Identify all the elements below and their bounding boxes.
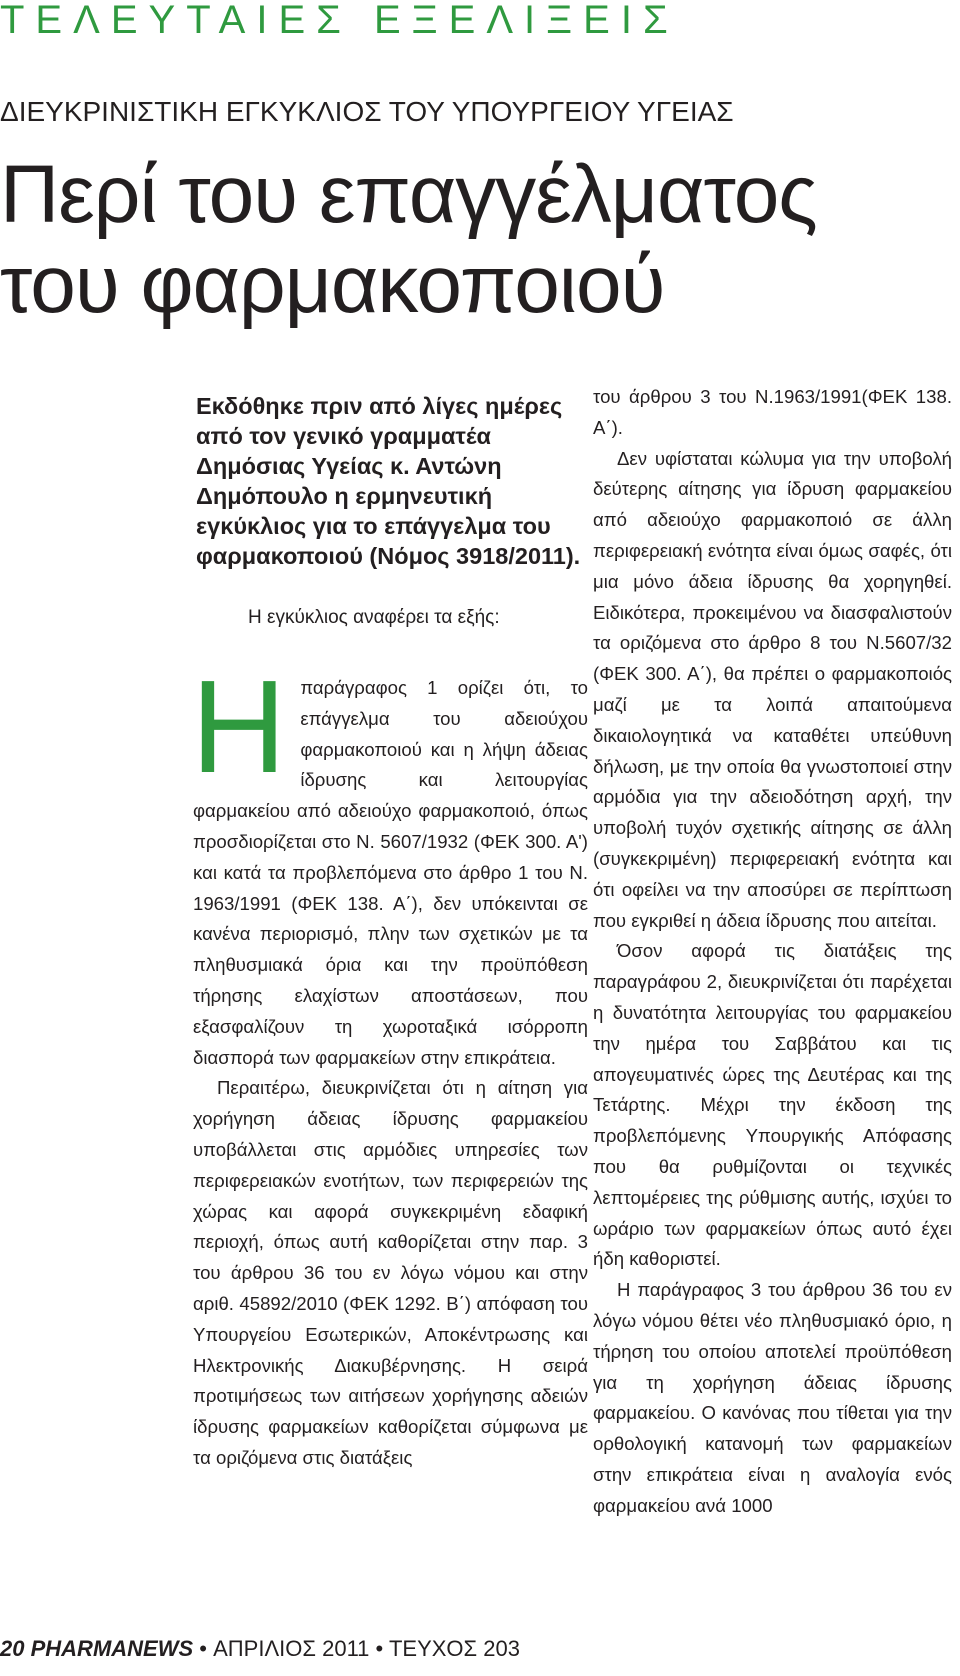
issue-number: ΤΕΥΧΟΣ 203 <box>388 1636 520 1661</box>
headline-line-1: Περί του επαγγέλματος <box>0 149 817 240</box>
body-column-right <box>593 382 952 1521</box>
headline-line-2: του φαρμακοποιού <box>0 239 665 330</box>
article-lead: Εκδόθηκε πριν από λίγες ημέρες από τον γενικό γραμματέα Δημόσιας Υγείας κ. Αντώνη Δημόπουλο η ερμηνευτική εγκύκλιος για το επάγγελμα του φαρμακοποιού (Νόμος 3918/2011). <box>196 393 581 569</box>
footer-separator: • <box>199 1636 207 1661</box>
body-paragraph: Περαιτέρω, διευκρινίζεται ότι η αίτηση για χορήγηση άδειας ίδρυσης φαρμακείου υποβάλλεται στις αρμόδιες υπηρεσίες των περιφερειακών ενοτήτων, των περιφερειών της χώρας και αφορά συγκεκριμένη εδαφική περιοχή, όπως αυτή καθορίζεται στην παρ. 3 του άρθρου 36 του εν λόγω νόμου και στην αριθ. 45892/2010 (ΦΕΚ 1292. Β΄) απόφαση του Υπουργείου Εσωτερικών, Αποκέντρωσης και Ηλεκτρονικής Διακυβέρνησης. Η σειρά προτιμήσεως των αιτήσεων χορήγησης αδειών ίδρυσης φαρμακείων καθορίζεται σύμφωνα με τα οριζόμενα στις διατάξεις <box>193 1077 588 1468</box>
page-number: 20 <box>0 1636 25 1661</box>
article-intro: Η εγκύκλιος αναφέρει τα εξής: <box>248 607 500 628</box>
body-column-left <box>191 653 588 1474</box>
article-kicker: ΔΙΕΥΚΡΙΝΙΣΤΙΚΗ ΕΓΚΥΚΛΙΟΣ ΤΟΥ ΥΠΟΥΡΓΕΙΟΥ ΥΓΕΙΑΣ <box>0 96 734 127</box>
body-paragraph: του άρθρου 3 του Ν.1963/1991(ΦΕΚ 138. Α΄). <box>593 386 952 438</box>
body-paragraph-text: παράγραφος 1 ορίζει ότι, το επάγγελμα του αδειούχου φαρμακοποιού και η λήψη άδειας ίδρυσης και λειτουργίας φαρμακείου από αδειούχο φαρμακοποιό, όπως προσδιορίζεται στο Ν. 5607/1932 (ΦΕΚ 300. Α') και κατά τα προβλεπόμενα στο άρθρο 1 του Ν. 1963/1991 (ΦΕΚ 138. Α΄), δεν υπόκεινται σε κανένα περιορισμό, πλην των σχετικών με τα πληθυσμιακά όρια και την προϋπόθεση τήρησης ελαχίστων αποστάσεων, που εξασφαλίζουν τη χωροταξικά ισόρροπη διασπορά των φαρμακείων στην επικράτεια. <box>193 677 588 1068</box>
issue-date: ΑΠΡΙΛΙΟΣ 2011 <box>213 1636 370 1661</box>
body-paragraph <box>191 653 588 1073</box>
body-paragraph: Όσον αφορά τις διατάξεις της παραγράφου 2, διευκρινίζεται ότι παρέχεται η δυνατότητα λειτουργίας του φαρμακείου την ημέρα του Σαββάτου και τις απογευματινές ώρες της Δευτέρας και της Τετάρτης. Μέχρι την έκδοση της προβλεπόμενης Υπουργικής Απόφασης που θα ρυθμίζονται οι τεχνικές λεπτομέρειες της ρύθμισης αυτής, ισχύει το ωράριο των φαρμακείων όπως αυτό έχει ήδη καθοριστεί. <box>593 940 952 1270</box>
section-label: ΤΕΛΕΥΤΑΙΕΣ ΕΞΕΛΙΞΕΙΣ <box>0 0 679 42</box>
body-paragraph: Η παράγραφος 3 του άρθρου 36 του εν λόγω νόμου θέτει νέο πληθυσμιακό όριο, η τήρηση του οποίου αποτελεί προϋπόθεση για τη χορήγηση άδειας ίδρυσης φαρμακείου. Ο κανόνας που τίθεται για την ορθολογική κατανομή των φαρμακείων στην επικράτεια είναι η αναλογία ενός φαρμακείου ανά 1000 <box>593 1279 952 1516</box>
article-headline <box>0 150 817 330</box>
page-footer <box>0 1638 520 1660</box>
footer-separator: • <box>375 1636 384 1661</box>
body-paragraph: Δεν υφίσταται κώλυμα για την υποβολή δεύτερης αίτησης για ίδρυση φαρμακείου από αδειούχο φαρμακοποιό σε άλλη περιφερειακή ενότητα είναι όμως σαφές, ότι μια μόνο άδεια ίδρυσης θα χορηγηθεί. Ειδικότερα, προκειμένου να διασφαλιστούν τα οριζόμενα στο άρθρο 8 του Ν.5607/32 (ΦΕΚ 300. Α΄), θα πρέπει ο φαρμακοποιός μαζί με τα λοιπά απαιτούμενα δικαιολογητικά να καταθέτει υπεύθυνη δήλωση, με την οποία θα γνωστοποιεί στην αρμόδια για την αδειοδότηση αρχή, την υποβολή τυχόν σχετικής αίτησης σε άλλη (συγκεκριμένη) περιφερειακή ενότητα και ότι οφείλει να την αποσύρει σε περίπτωση που εγκριθεί η άδεια ίδρυσης που αιτείται. <box>593 447 952 931</box>
publication-name: PHARMANEWS <box>30 1636 194 1661</box>
drop-cap: Η <box>191 653 287 800</box>
